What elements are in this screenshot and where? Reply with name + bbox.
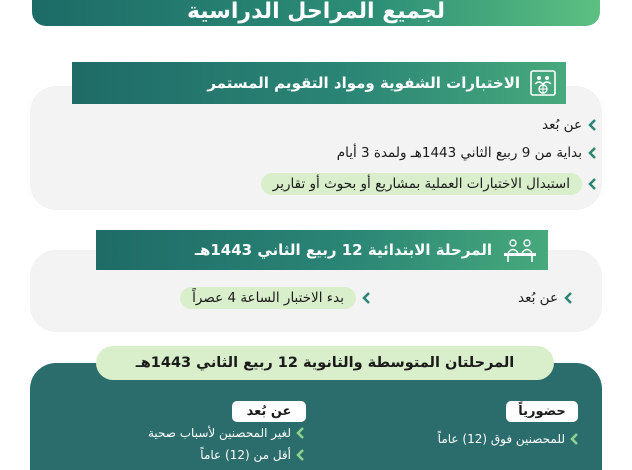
section1-item-start [337, 145, 596, 161]
section3-inperson-tag-text: حضورياً [518, 404, 566, 419]
section2-item-time [180, 287, 370, 309]
section1-item-replace [261, 173, 596, 195]
section1-item-text: عن بُعد [542, 117, 582, 133]
section2-header-text: المرحلة الابتدائية 12 ربيع الثاني 1443هـ [194, 241, 492, 259]
section2-header [96, 230, 548, 270]
section3-remote-tag-text: عن بُعد [246, 404, 292, 419]
chevron-left-icon [588, 147, 596, 159]
chevron-left-icon [362, 292, 370, 304]
section3-remote-item-text: أقل من (12) عاماً [200, 448, 291, 462]
section3-inperson-tag [506, 401, 578, 422]
online-exam-icon [530, 70, 556, 96]
section3-inperson-item-text: للمحصنين فوق (12) عاماً [437, 432, 565, 446]
section3-remote-item [148, 426, 304, 440]
section3-remote-item [200, 448, 304, 462]
chevron-left-icon [570, 433, 578, 445]
title-banner [32, 0, 600, 26]
chevron-left-icon [588, 178, 596, 190]
section1-header [72, 62, 566, 104]
section3-remote-item-text: لغير المحصنين لأسباب صحية [147, 426, 291, 440]
section1-item-remote [542, 117, 596, 133]
section1-item-text: بداية من 9 ربيع الثاني 1443هـ ولمدة 3 أيام [336, 145, 582, 161]
chevron-left-icon [296, 427, 304, 439]
chevron-left-icon [588, 119, 596, 131]
banner-title: لجميع المراحل الدراسية [186, 0, 446, 24]
section3-header-text: المرحلتان المتوسطة والثانوية 12 ربيع الثاني 1443هـ [135, 355, 515, 371]
section1-header-text: الاختبارات الشفوية ومواد التقويم المستمر [207, 74, 520, 92]
section3-remote-tag [232, 401, 306, 422]
section3-inperson-item [438, 432, 578, 446]
section2-item-remote [518, 290, 572, 306]
section2-item-text: عن بُعد [518, 290, 558, 306]
students-desk-icon [502, 237, 538, 263]
section2-item-text: بدء الاختبار الساعة 4 عصراً [180, 287, 356, 309]
section1-item-text: استبدال الاختبارات العملية بمشاريع أو بحوث أو تقارير [261, 173, 582, 195]
chevron-left-icon [296, 449, 304, 461]
chevron-left-icon [564, 292, 572, 304]
section3-header [96, 346, 554, 380]
